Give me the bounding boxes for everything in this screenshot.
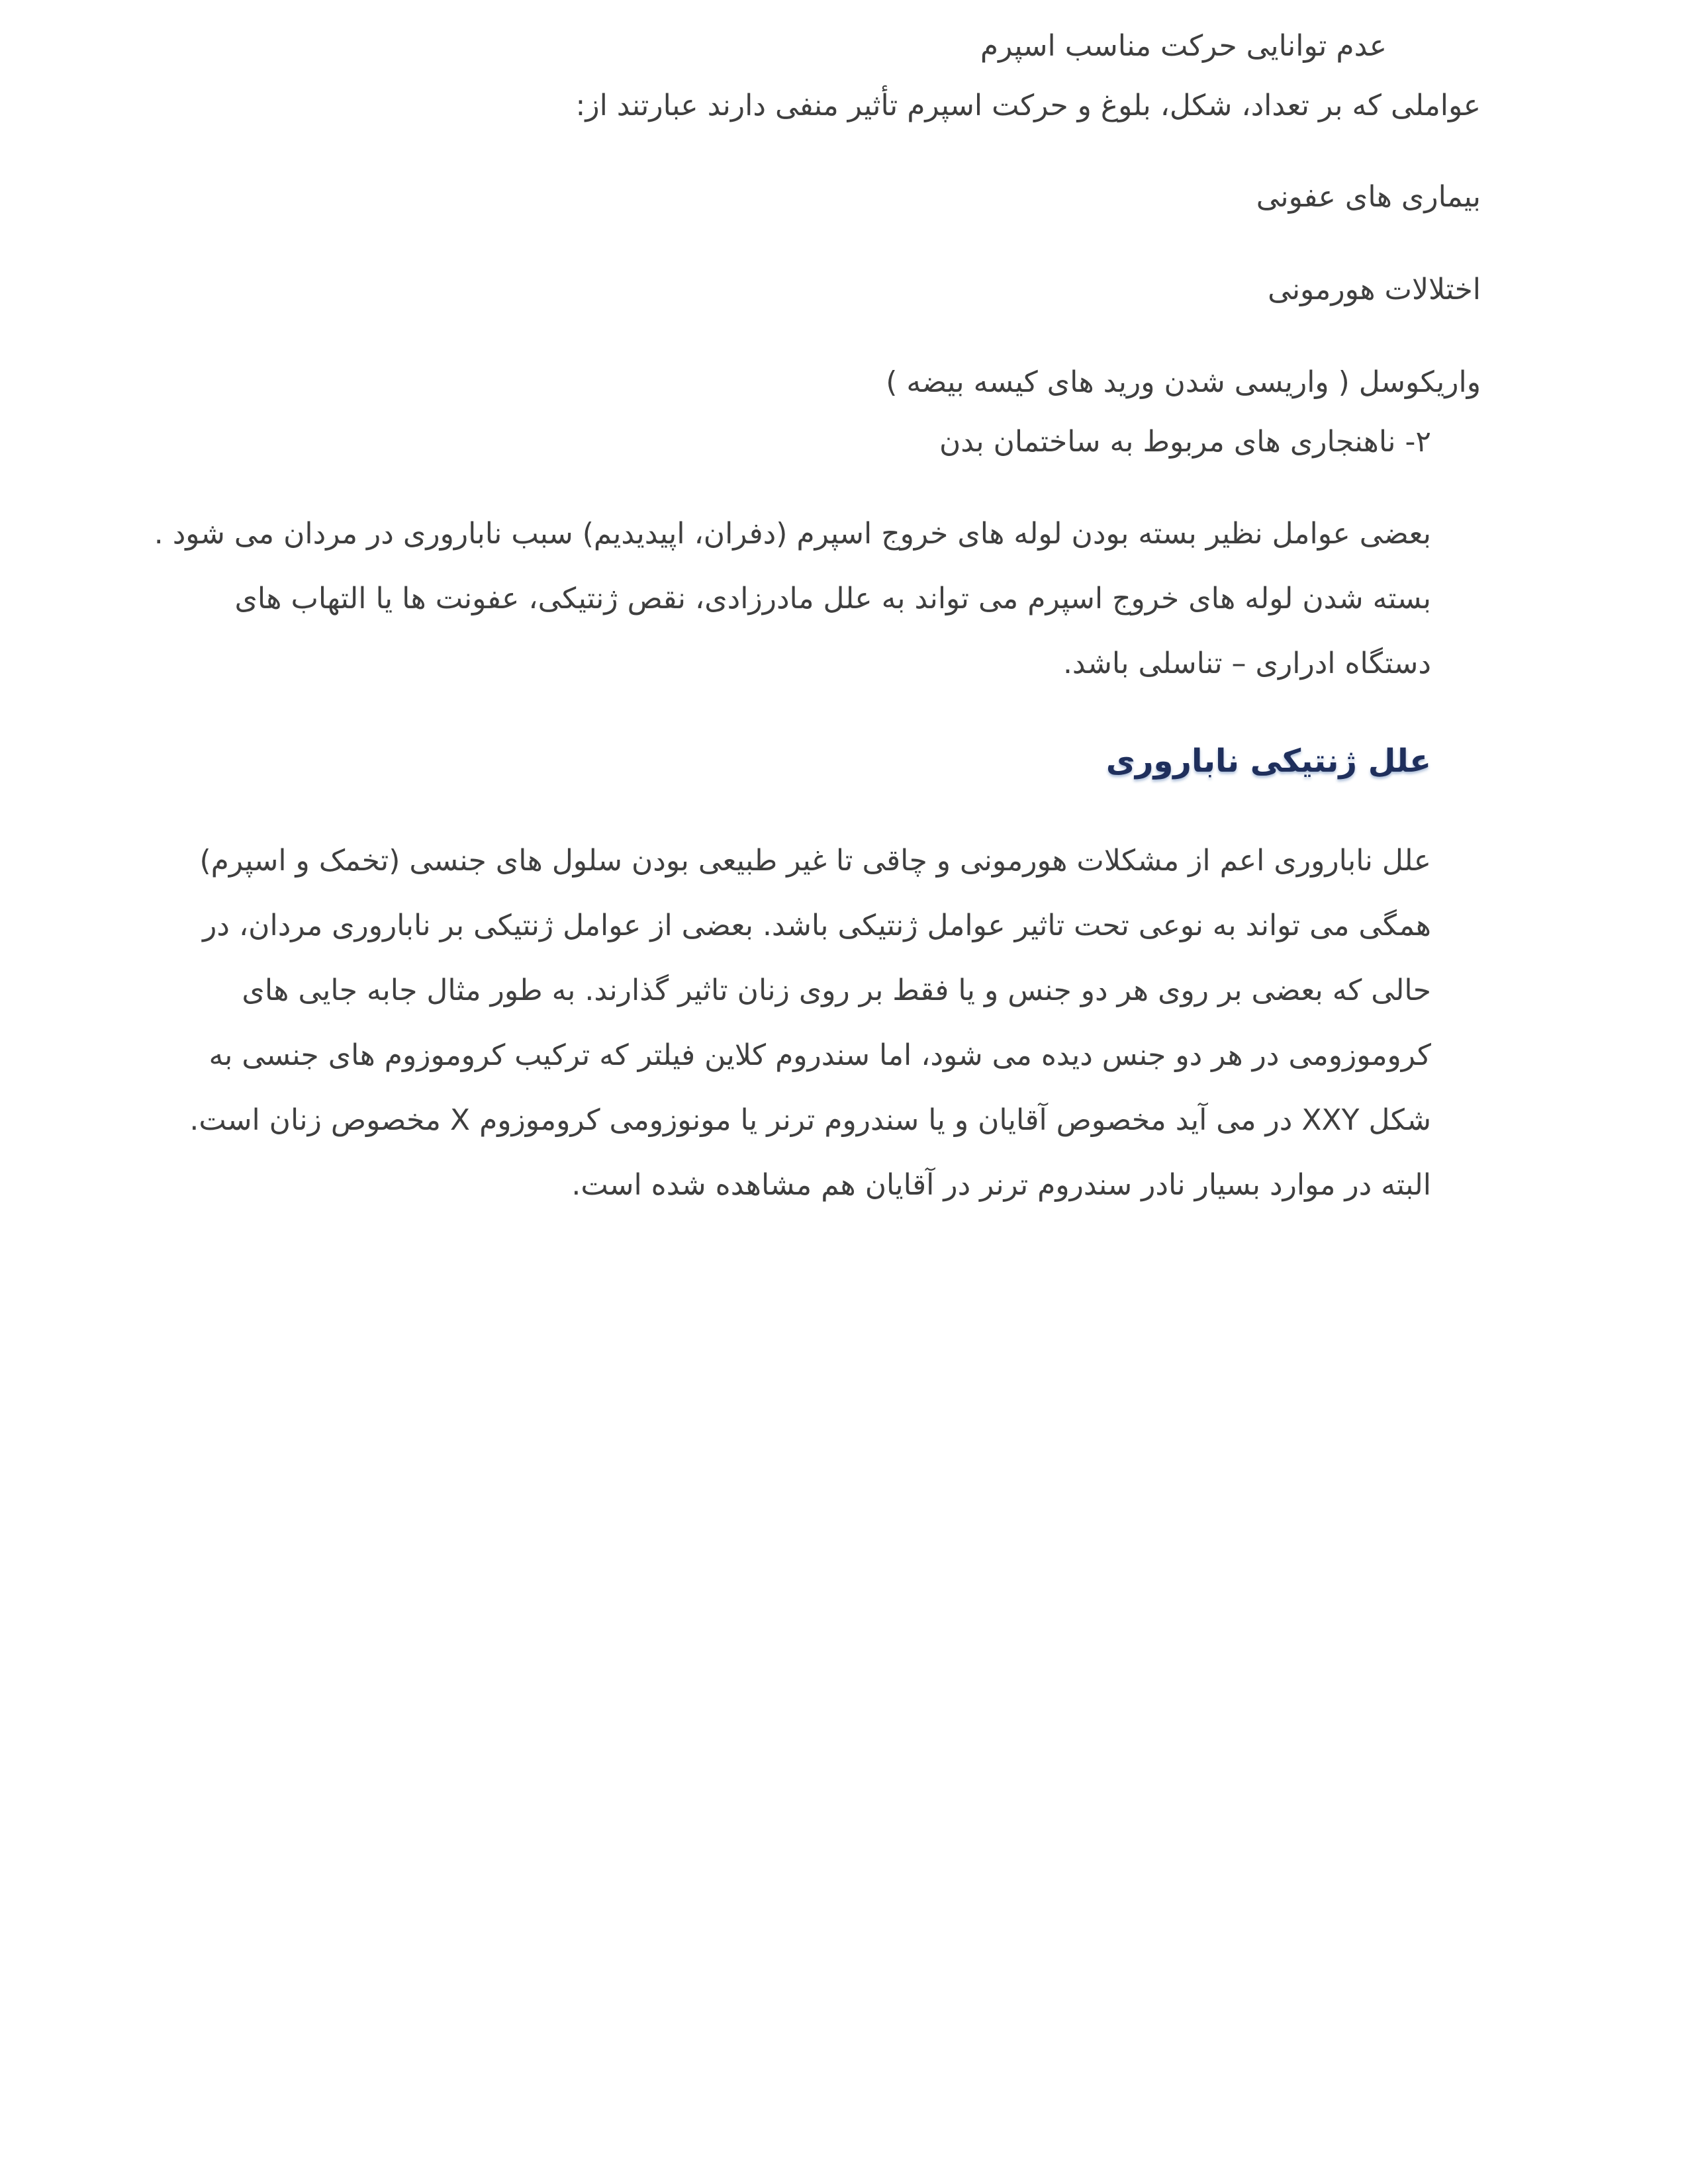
genetic-paragraph xyxy=(189,829,1431,1218)
paragraph-line: بسته شدن لوله های خروج اسپرم می تواند به علل مادرزادی، نقص ژنتیکی، عفونت ها یا التهاب های xyxy=(234,582,1431,615)
paragraph-line: البته در موارد بسیار نادر سندروم ترنر در آقایان هم مشاهده شده است. xyxy=(571,1168,1431,1202)
factor-hormonal: اختلالات هورمونی xyxy=(1268,273,1481,306)
factor-infections: بیماری های عفونی xyxy=(1256,180,1481,214)
paragraph-line: بعضی عوامل نظیر بسته بودن لوله های خروج اسپرم (دفران، اپیدیدیم) سبب ناباروری در مردان می شود . xyxy=(154,517,1431,551)
list-item-structural: ۲- ناهنجاری های مربوط به ساختمان بدن xyxy=(939,425,1431,459)
paragraph-line: کروموزومی در هر دو جنس دیده می شود، اما سندروم کلاین فیلتر که ترکیب کروموزوم های جنسی به xyxy=(209,1038,1431,1072)
factor-varicocele: واریکوسل ( واریسی شدن ورید های کیسه بیضه ) xyxy=(886,365,1481,399)
section-heading: علل ژنتیکی ناباروری xyxy=(1105,743,1431,780)
paragraph-line: حالی که بعضی بر روی هر دو جنس و یا فقط بر روی زنان تاثیر گذارند. به طور مثال جابه جایی های xyxy=(242,974,1431,1007)
paragraph-line: همگی می تواند به نوعی تحت تاثیر عوامل ژنتیکی باشد. بعضی از عوامل ژنتیکی بر ناباروری مردان، در xyxy=(203,909,1431,942)
paragraph-line: علل ناباروری اعم از مشکلات هورمونی و چاقی تا غیر طبیعی بودن سلول های جنسی (تخمک و اسپرم) xyxy=(199,844,1431,878)
factors-intro: عواملی که بر تعداد، شکل، بلوغ و حرکت اسپرم تأثیر منفی دارند عبارتند از: xyxy=(575,89,1481,122)
paragraph-line: دستگاه ادراری – تناسلی باشد. xyxy=(1062,647,1431,680)
obstruction-paragraph xyxy=(154,502,1431,696)
paragraph-line: شکل XXY در می آید مخصوص آقایان و یا سندروم ترنر یا مونوزومی کروموزوم X مخصوص زنان است. xyxy=(189,1103,1431,1137)
list-item-motility: عدم توانایی حرکت مناسب اسپرم xyxy=(980,29,1387,63)
